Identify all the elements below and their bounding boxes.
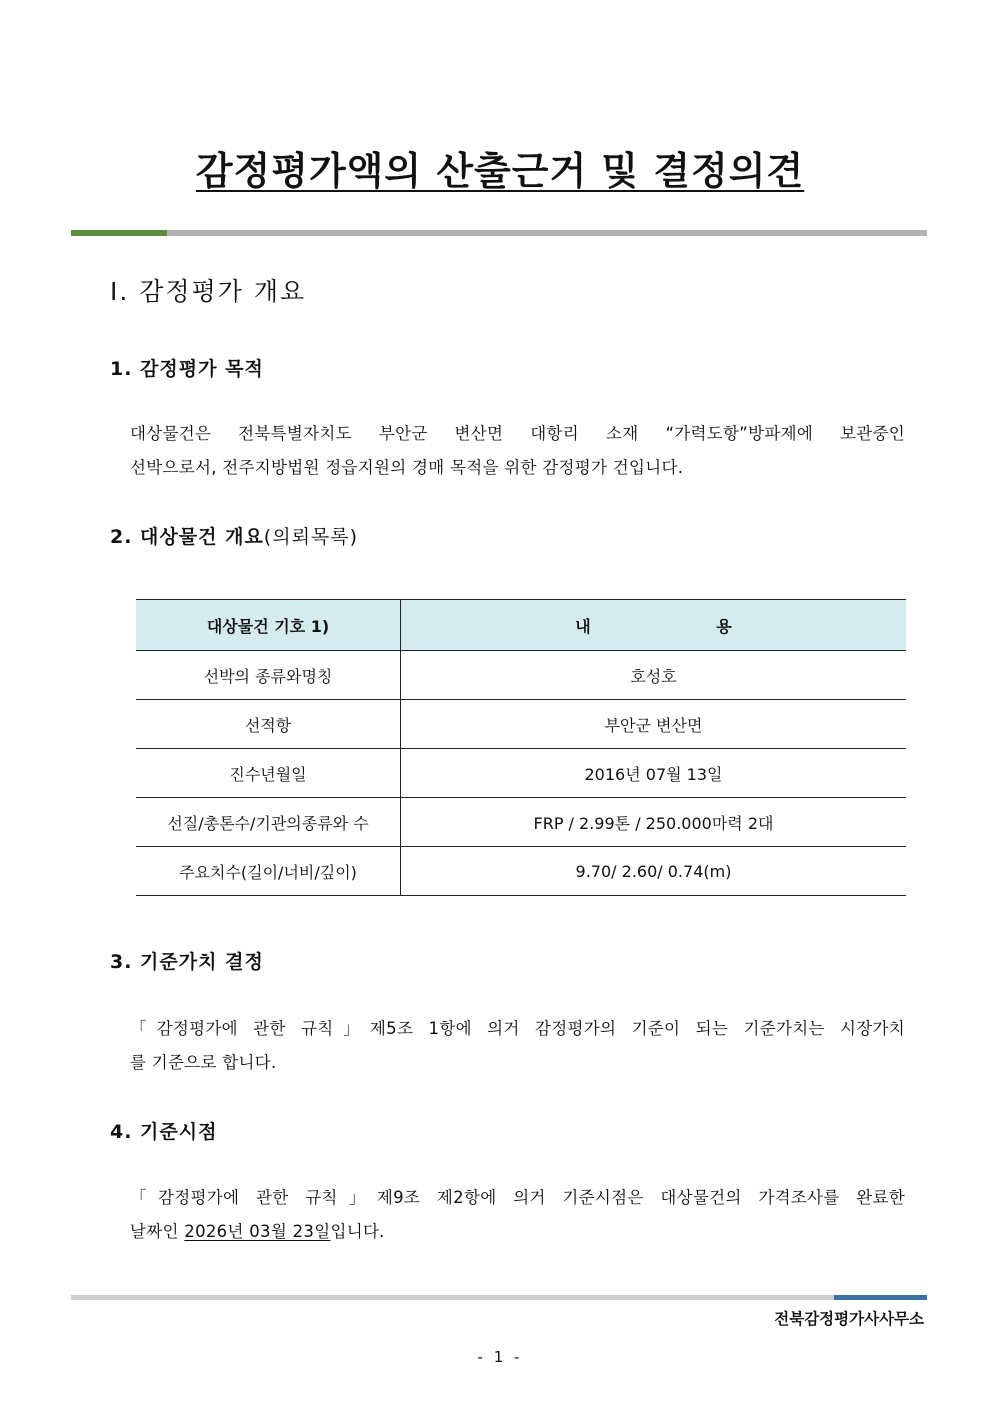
table-row <box>136 700 906 749</box>
section-heading: Ⅰ. 감정평가 개요 <box>110 277 307 306</box>
table-row <box>136 749 906 798</box>
table-cell-value: 호성호 <box>401 651 907 700</box>
table-cell-value: 2016년 07월 13일 <box>401 749 907 798</box>
title-divider-accent <box>71 230 167 236</box>
document-title: 감정평가액의 산출근거 및 결정의견 <box>195 149 805 193</box>
table-cell-value: 9.70/ 2.60/ 0.74(m) <box>401 847 907 896</box>
basis-paragraph <box>130 1012 905 1080</box>
table-header-cell: 내 용 <box>401 600 907 651</box>
basis-heading: 3. 기준가치 결정 <box>110 951 264 973</box>
base-date-paragraph <box>130 1181 905 1249</box>
purpose-paragraph <box>130 417 905 485</box>
overview-heading-paren: (의뢰목록) <box>263 526 359 548</box>
overview-heading-text: 2. 대상물건 개요 <box>110 526 264 548</box>
basis-line-2: 를 기준으로 합니다. <box>130 1053 277 1072</box>
footer-organization: 전북감정평가사사무소 <box>774 1310 924 1328</box>
page-number: - 1 - <box>477 1348 523 1366</box>
table-header-cell: 대상물건 기호 1) <box>136 600 401 651</box>
table-cell-label: 주요치수(길이/너비/깊이) <box>136 847 401 896</box>
purpose-heading: 1. 감정평가 목적 <box>110 358 264 380</box>
basis-line-1: 「감정평가에 관한 규칙」제5조 1항에 의거 감정평가의 기준이 되는 기준가치는 시장가치 <box>130 1019 905 1038</box>
base-date-line-2-pre: 날짜인 <box>130 1222 185 1241</box>
purpose-line-2: 선박으로서, 전주지방법원 정읍지원의 경매 목적을 위한 감정평가 건입니다. <box>130 458 684 477</box>
table-header-row <box>136 600 906 651</box>
base-date-line-2-post: 입니다. <box>330 1222 385 1241</box>
base-date-line-1: 「감정평가에 관한 규칙」제9조 제2항에 의거 기준시점은 대상물건의 가격조사를 완료한 <box>130 1188 905 1207</box>
table-cell-label: 선적항 <box>136 700 401 749</box>
table-cell-label: 선박의 종류와명칭 <box>136 651 401 700</box>
table-row <box>136 847 906 896</box>
table-row <box>136 798 906 847</box>
purpose-line-1: 대상물건은 전북특별자치도 부안군 변산면 대항리 소재 “가력도항”방파제에 보관중인 <box>130 424 905 443</box>
table-cell-value: 부안군 변산면 <box>401 700 907 749</box>
footer-divider <box>71 1295 927 1300</box>
title-divider <box>71 230 927 236</box>
footer-divider-accent <box>834 1295 927 1300</box>
table-cell-value: FRP / 2.99톤 / 250.000마력 2대 <box>401 798 907 847</box>
table-row <box>136 651 906 700</box>
base-date-value: 2026년 03월 23일 <box>184 1222 331 1241</box>
table-cell-label: 선질/총톤수/기관의종류와 수 <box>136 798 401 847</box>
base-date-line-2 <box>130 1215 905 1249</box>
table-cell-label: 진수년월일 <box>136 749 401 798</box>
object-table <box>136 599 906 896</box>
base-date-heading: 4. 기준시점 <box>110 1121 218 1143</box>
overview-heading <box>110 522 358 549</box>
